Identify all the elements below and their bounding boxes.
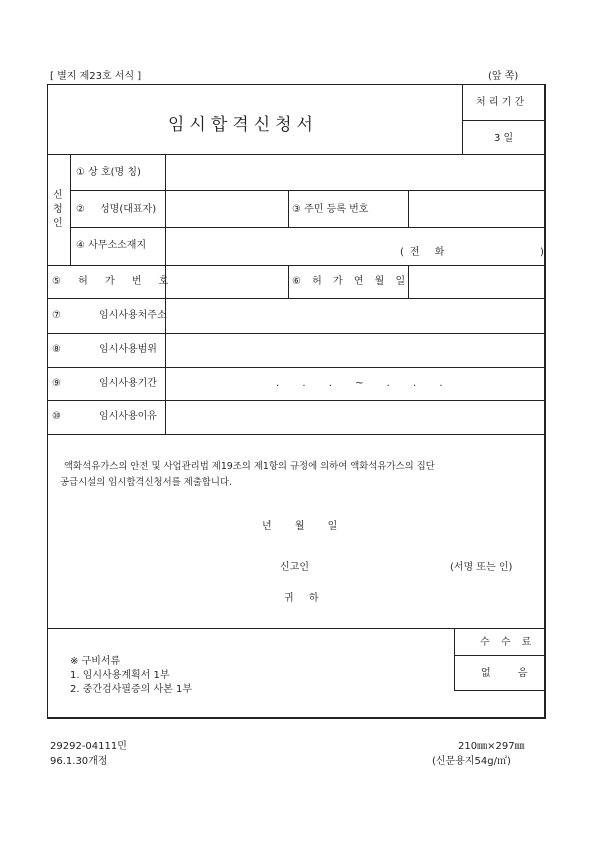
revision-date: 96.1.30개정 [50, 756, 108, 767]
representative-field[interactable] [166, 191, 288, 227]
statement-line-1: 액화석유가스의 안전 및 사업관리법 제19조의 제1항의 규정에 의하여 액화석유가스의 집단 [64, 461, 435, 472]
row-8-number: ⑧ [52, 344, 61, 355]
permit-number-field[interactable] [166, 266, 288, 298]
row-9-number: ⑨ [52, 378, 61, 389]
temp-use-period-label: 임시사용기간 [99, 378, 157, 389]
business-name-field[interactable] [166, 155, 545, 190]
rep-number: ② [76, 204, 85, 215]
addressee: 귀 하 [284, 593, 325, 604]
fee-value: 없 음 [481, 668, 528, 679]
phone-label: (전 화 [400, 247, 451, 258]
date-line: 년 월 일 [262, 521, 338, 532]
phone-close: ) [540, 247, 544, 258]
processing-period-label: 처 리 기 간 [476, 97, 525, 108]
temp-use-scope-field[interactable] [166, 334, 545, 367]
temp-use-scope-label: 임시사용범위 [99, 344, 157, 355]
processing-period-value: 3 일 [494, 133, 514, 144]
permit-number-label: ⑤ 허 가 번 호 [52, 276, 176, 287]
resident-number-label: ③ 주민 등록 번호 [292, 204, 369, 215]
temp-use-reason-field[interactable] [166, 401, 545, 434]
form-title: 임시합격신청서 [168, 115, 318, 135]
office-address-field[interactable] [166, 228, 545, 265]
applicant-sign-label: 신고인 [280, 562, 309, 573]
office-address-label: ④ 사무소소재지 [76, 240, 147, 251]
statement-line-2: 공급시설의 임시합격신청서를 제출합니다. [60, 477, 232, 488]
signature-hint: (서명 또는 인) [450, 562, 513, 573]
required-documents-title: ※ 구비서류 [70, 656, 121, 667]
page-side-label: (앞 쪽) [488, 71, 519, 82]
temp-use-address-label: 임시사용처주소 [99, 310, 167, 321]
row-10-number: ⑩ [52, 411, 61, 422]
business-name-label: ① 상 호(명 칭) [76, 167, 141, 178]
form-code: 29292-04111민 [50, 741, 127, 752]
permit-date-label: ⑥ 허 가 연 월 일 [292, 276, 410, 287]
temp-use-reason-label: 임시사용이유 [99, 411, 157, 422]
form-number: [ 별지 제23호 서식 ] [50, 71, 142, 82]
temp-use-address-field[interactable] [166, 299, 545, 333]
fee-label: 수 수 료 [480, 637, 536, 648]
required-document-item: 2. 중간검사필증의 사본 1부 [70, 684, 193, 695]
paper-type: (신문용지54g/㎡) [432, 756, 511, 767]
required-document-item: 1. 임시사용계획서 1부 [70, 670, 170, 681]
temp-use-period-field[interactable]: . . . ~ . . . [276, 378, 453, 389]
resident-number-field[interactable] [409, 191, 545, 227]
permit-date-field[interactable] [409, 266, 545, 298]
row-7-number: ⑦ [52, 310, 61, 321]
applicant-group-label: 신 청 인 [53, 190, 63, 229]
paper-size: 210㎜×297㎜ [458, 741, 525, 752]
representative-label: 성명(대표자) [100, 204, 157, 215]
